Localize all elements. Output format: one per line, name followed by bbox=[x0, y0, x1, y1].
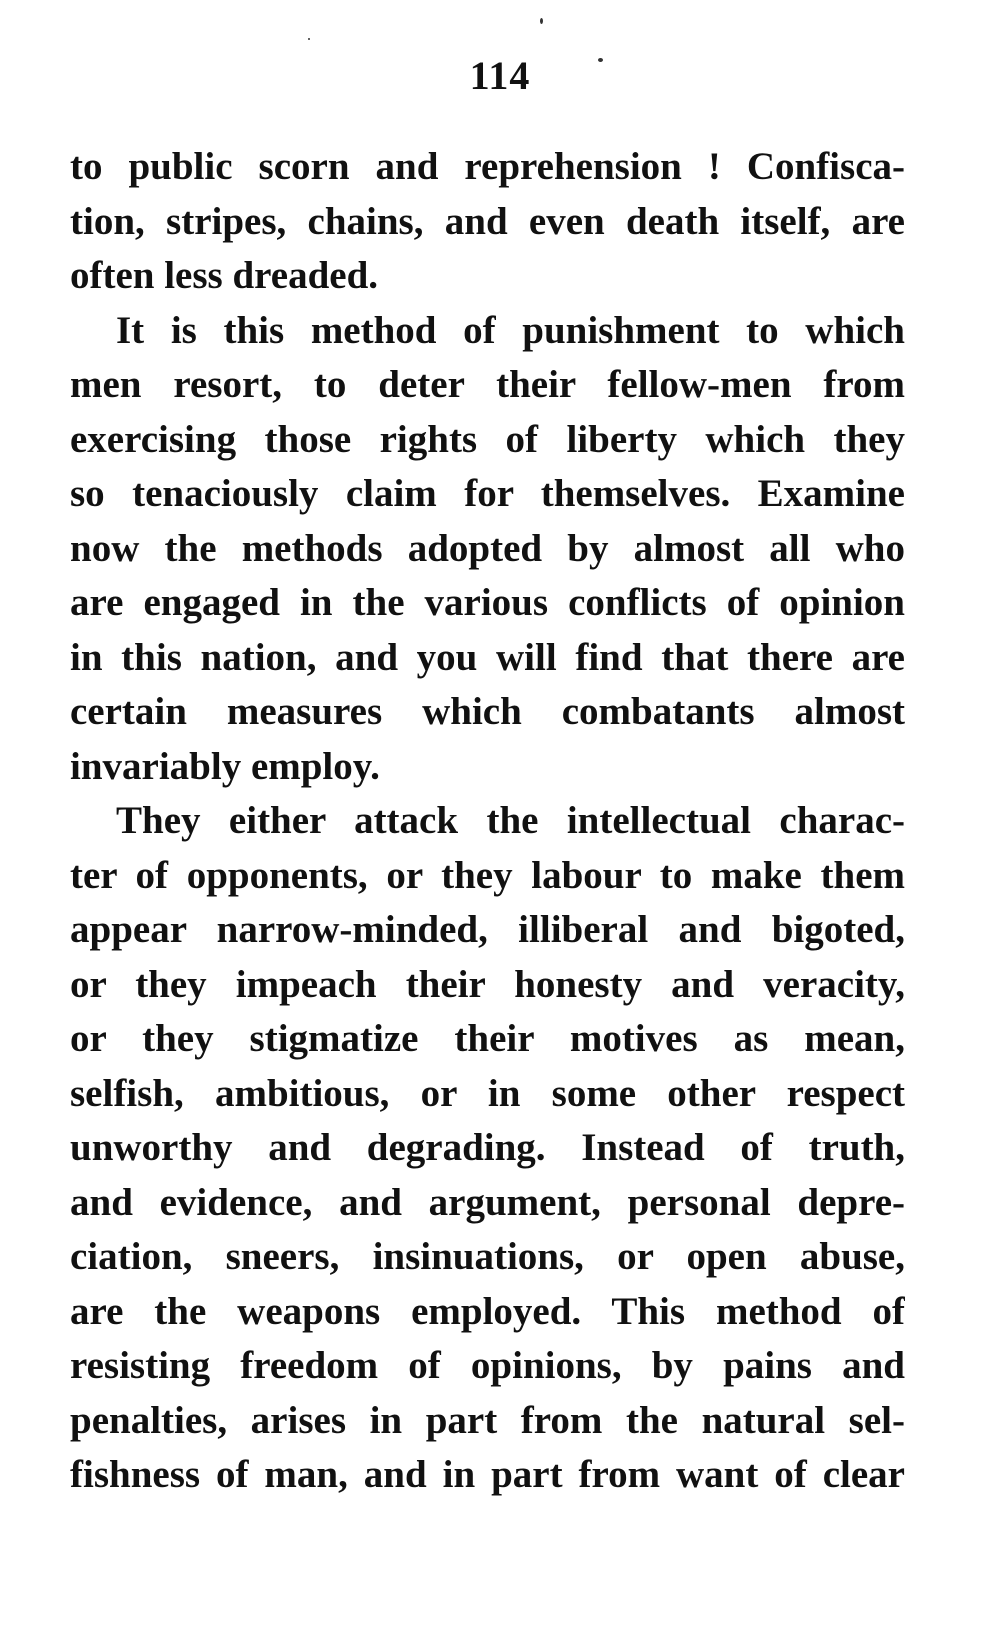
page-number: 114 bbox=[469, 53, 531, 98]
text-line: now the methods adopted by almost all who bbox=[70, 526, 905, 570]
print-speck bbox=[308, 38, 310, 40]
text-line: tion, stripes, chains, and even death itself, are bbox=[70, 199, 905, 243]
text-line: unworthy and degrading. Instead of truth, bbox=[70, 1126, 905, 1169]
text-line: in this nation, and you will find that there are bbox=[70, 635, 905, 679]
text-line: to public scorn and reprehension ! Confisca- bbox=[70, 145, 905, 188]
text-line: certain measures which combatants almost bbox=[70, 690, 905, 733]
text-line: often less dreaded. bbox=[70, 254, 379, 297]
text-line: men resort, to deter their fellow-men from bbox=[70, 363, 905, 406]
text-line: are the weapons employed. This method of bbox=[70, 1289, 905, 1333]
text-line: They either attack the intellectual charac- bbox=[116, 799, 905, 842]
print-speck bbox=[540, 18, 543, 24]
body-text bbox=[70, 140, 905, 1503]
text-line: or they stigmatize their motives as mean, bbox=[70, 1017, 905, 1060]
text-line: resisting freedom of opinions, by pains and bbox=[70, 1344, 905, 1387]
text-line: ciation, sneers, insinuations, or open abuse, bbox=[70, 1235, 905, 1278]
text-line: or they impeach their honesty and veracity, bbox=[70, 962, 905, 1006]
text-line: penalties, arises in part from the natural sel- bbox=[70, 1398, 905, 1442]
text-line: fishness of man, and in part from want of clear bbox=[70, 1453, 905, 1496]
text-line: are engaged in the various conflicts of opinion bbox=[70, 581, 905, 624]
text-line: invariably employ. bbox=[70, 744, 380, 788]
text-line: ter of opponents, or they labour to make them bbox=[70, 853, 905, 897]
text-line: and evidence, and argument, personal depre- bbox=[70, 1180, 905, 1224]
text-line: appear narrow-minded, illiberal and bigoted, bbox=[70, 908, 905, 951]
text-line: selfish, ambitious, or in some other respect bbox=[70, 1071, 905, 1115]
text-line: exercising those rights of liberty which they bbox=[70, 417, 905, 461]
text-line: so tenaciously claim for themselves. Examine bbox=[70, 472, 905, 515]
text-line: It is this method of punishment to which bbox=[116, 308, 905, 352]
